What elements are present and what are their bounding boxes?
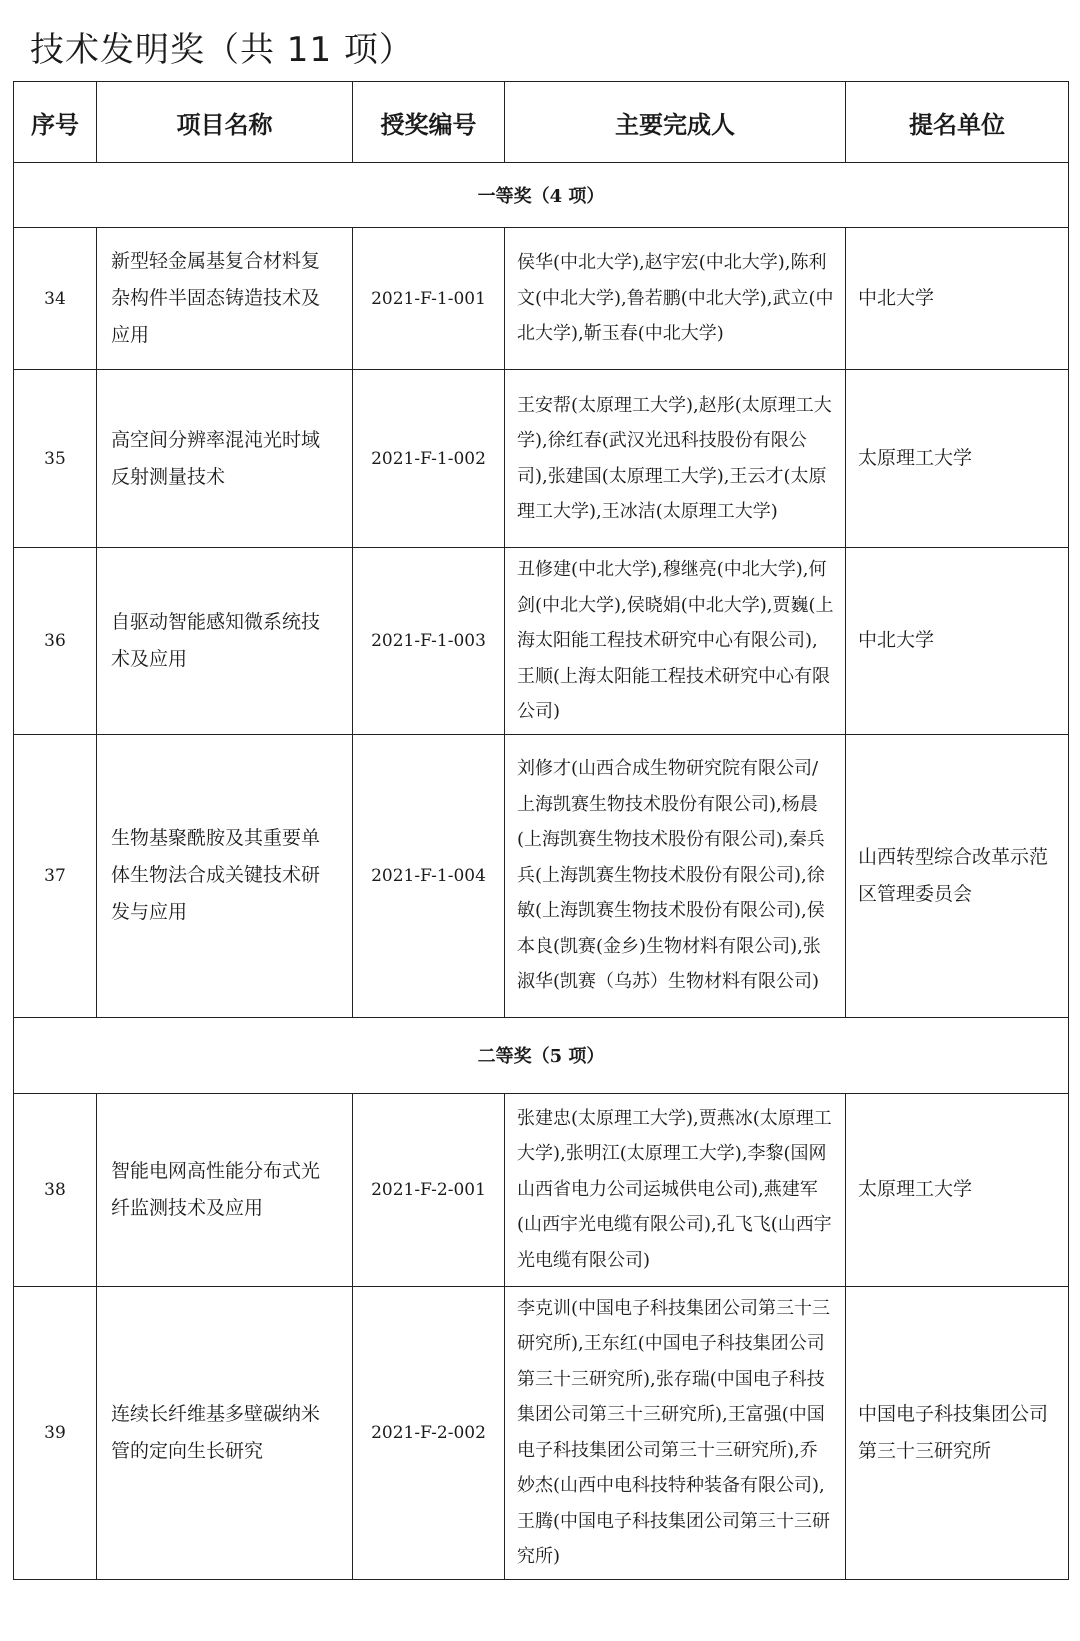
cell-code: 2021-F-1-001: [353, 228, 505, 370]
cell-code: 2021-F-1-004: [353, 734, 505, 1017]
header-serial: 序号: [14, 82, 97, 163]
cell-people: 王安帮(太原理工大学),赵彤(太原理工大学),徐红春(武汉光迅科技股份有限公司),张建国(太原理工大学),王云才(太原理工大学),王冰洁(太原理工大学): [505, 370, 846, 548]
cell-name: 高空间分辨率混沌光时域反射测量技术: [97, 370, 353, 548]
header-award-code: 授奖编号: [353, 82, 505, 163]
table-row: [14, 548, 1069, 735]
awards-table: [13, 81, 1069, 1580]
cell-people: 张建忠(太原理工大学),贾燕冰(太原理工大学),张明江(太原理工大学),李黎(国网山西省电力公司运城供电公司),燕建军(山西宇光电缆有限公司),孔飞飞(山西宇光电缆有限公司): [505, 1093, 846, 1286]
header-nominating-unit: 提名单位: [846, 82, 1069, 163]
cell-code: 2021-F-1-002: [353, 370, 505, 548]
cell-people: 刘修才(山西合成生物研究院有限公司/上海凯赛生物技术股份有限公司),杨晨(上海凯赛生物技术股份有限公司),秦兵兵(上海凯赛生物技术股份有限公司),徐敏(上海凯赛生物技术股份有限公司),侯本良(凯赛(金乡)生物材料有限公司),张淑华(凯赛（乌苏）生物材料有限公司): [505, 734, 846, 1017]
cell-unit: 太原理工大学: [846, 370, 1069, 548]
cell-num: 39: [14, 1286, 97, 1579]
cell-num: 35: [14, 370, 97, 548]
cell-num: 37: [14, 734, 97, 1017]
section-row: [14, 163, 1069, 228]
cell-num: 38: [14, 1093, 97, 1286]
cell-name: 连续长纤维基多壁碳纳米管的定向生长研究: [97, 1286, 353, 1579]
cell-code: 2021-F-1-003: [353, 548, 505, 735]
cell-unit: 山西转型综合改革示范区管理委员会: [846, 734, 1069, 1017]
cell-code: 2021-F-2-001: [353, 1093, 505, 1286]
cell-code: 2021-F-2-002: [353, 1286, 505, 1579]
cell-unit: 中北大学: [846, 548, 1069, 735]
table-row: [14, 1286, 1069, 1579]
cell-name: 智能电网高性能分布式光纤监测技术及应用: [97, 1093, 353, 1286]
table-row: [14, 370, 1069, 548]
cell-people: 侯华(中北大学),赵宇宏(中北大学),陈利文(中北大学),鲁若鹏(中北大学),武立(中北大学),靳玉春(中北大学): [505, 228, 846, 370]
table-row: [14, 1093, 1069, 1286]
table-row: [14, 734, 1069, 1017]
header-row: [14, 82, 1069, 163]
cell-name: 新型轻金属基复合材料复杂构件半固态铸造技术及应用: [97, 228, 353, 370]
section-row: [14, 1017, 1069, 1093]
page-title: 技术发明奖（共 11 项）: [30, 30, 414, 70]
section-label: 一等奖（4 项）: [14, 163, 1069, 228]
section-label: 二等奖（5 项）: [14, 1017, 1069, 1093]
cell-unit: 中北大学: [846, 228, 1069, 370]
cell-people: 丑修建(中北大学),穆继亮(中北大学),何剑(中北大学),侯晓娟(中北大学),贾巍(上海太阳能工程技术研究中心有限公司),王顺(上海太阳能工程技术研究中心有限公司): [505, 548, 846, 735]
cell-name: 生物基聚酰胺及其重要单体生物法合成关键技术研发与应用: [97, 734, 353, 1017]
cell-people: 李克训(中国电子科技集团公司第三十三研究所),王东红(中国电子科技集团公司第三十三研究所),张存瑞(中国电子科技集团公司第三十三研究所),王富强(中国电子科技集团公司第三十三研究所),乔妙杰(山西中电科技特种装备有限公司),王腾(中国电子科技集团公司第三十三研究所): [505, 1286, 846, 1579]
cell-num: 36: [14, 548, 97, 735]
cell-unit: 中国电子科技集团公司第三十三研究所: [846, 1286, 1069, 1579]
cell-unit: 太原理工大学: [846, 1093, 1069, 1286]
cell-name: 自驱动智能感知微系统技术及应用: [97, 548, 353, 735]
header-project-name: 项目名称: [97, 82, 353, 163]
header-main-contributors: 主要完成人: [505, 82, 846, 163]
table-row: [14, 228, 1069, 370]
cell-num: 34: [14, 228, 97, 370]
